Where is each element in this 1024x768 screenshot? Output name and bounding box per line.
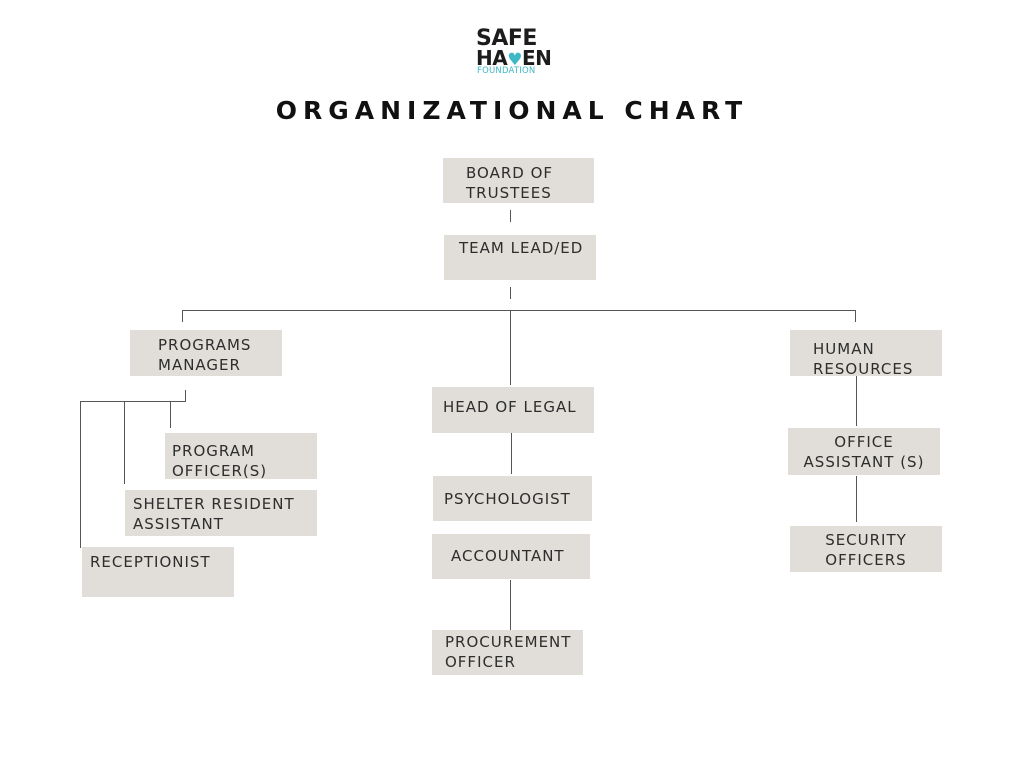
node-shelter-resident-assistant bbox=[125, 490, 317, 536]
node-head-of-legal bbox=[432, 387, 594, 433]
node-label: HEAD OF LEGAL bbox=[443, 398, 577, 416]
logo-text-en: EN bbox=[521, 46, 552, 70]
logo-text-safe: SAFE bbox=[476, 26, 537, 51]
heart-icon: ♥ bbox=[507, 50, 522, 70]
node-security-officers bbox=[790, 526, 942, 572]
node-procurement-officer bbox=[432, 630, 583, 675]
node-label: TEAM LEAD/ED bbox=[459, 239, 584, 257]
node-office-assistant bbox=[788, 428, 940, 475]
node-label: PROGRAMS MANAGER bbox=[158, 336, 252, 374]
node-label: ACCOUNTANT bbox=[451, 547, 565, 565]
node-label: HUMAN RESOURCES bbox=[813, 340, 914, 378]
node-label: PROGRAM OFFICER(S) bbox=[172, 442, 268, 480]
node-psychologist bbox=[433, 476, 592, 521]
node-programs-manager bbox=[130, 330, 282, 376]
node-accountant bbox=[432, 534, 590, 579]
node-board-of-trustees bbox=[443, 158, 594, 203]
node-label: BOARD OF TRUSTEES bbox=[466, 164, 554, 202]
node-program-officers bbox=[165, 433, 317, 479]
node-label: SHELTER RESIDENT ASSISTANT bbox=[133, 495, 295, 533]
node-label: PROCUREMENT OFFICER bbox=[445, 633, 572, 671]
node-team-lead bbox=[444, 235, 596, 280]
node-label: SECURITY OFFICERS bbox=[825, 531, 907, 569]
logo-text-ha: HA bbox=[476, 46, 508, 70]
node-label: OFFICE ASSISTANT (S) bbox=[803, 433, 925, 471]
node-label: PSYCHOLOGIST bbox=[444, 490, 571, 508]
page-title: ORGANIZATIONAL CHART bbox=[275, 96, 749, 125]
logo-text-foundation: FOUNDATION bbox=[477, 66, 536, 76]
node-human-resources bbox=[790, 330, 942, 376]
node-receptionist bbox=[82, 547, 234, 597]
node-label: RECEPTIONIST bbox=[90, 553, 211, 571]
